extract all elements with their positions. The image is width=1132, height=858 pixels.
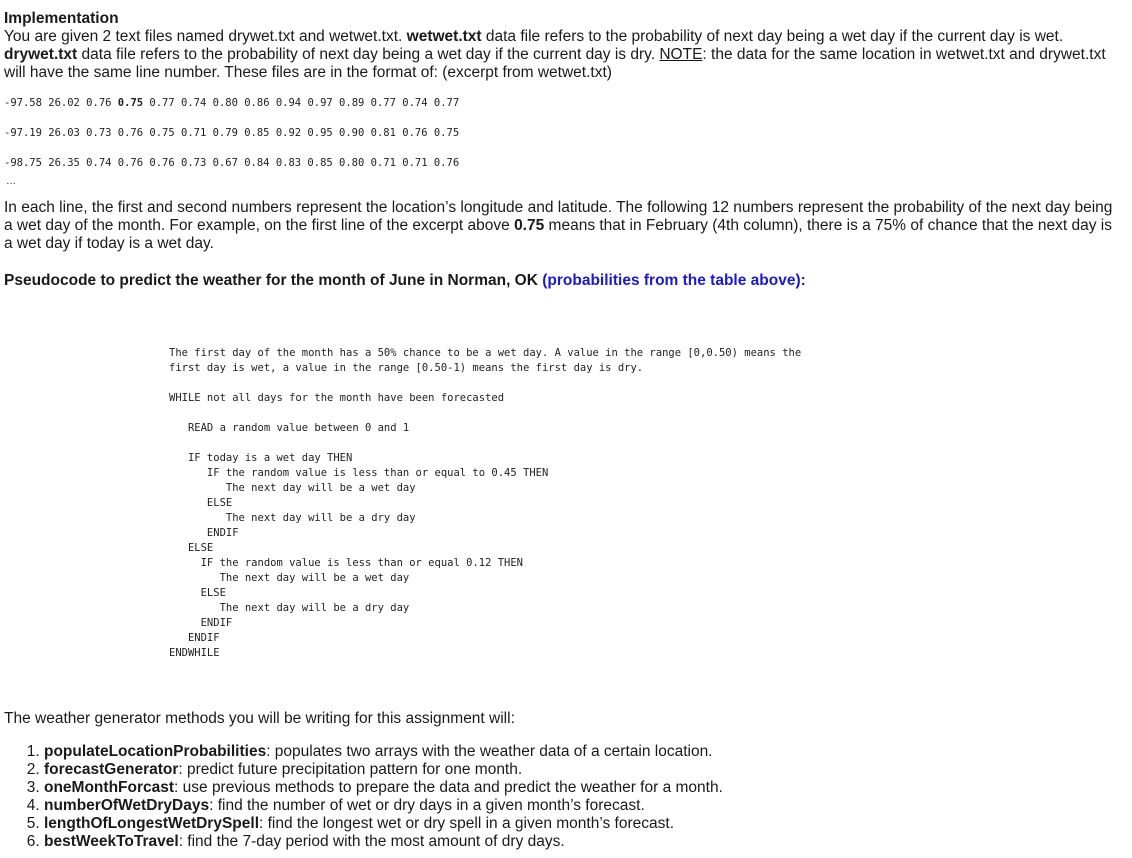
methods-intro: The weather generator methods you will be writing for this assignment will: [4, 710, 515, 727]
intro-text-2: data file refers to the probability of next day being a wet day if the current day is wet. [481, 28, 1064, 45]
method-name: bestWeekToTravel [44, 833, 179, 850]
methods-list [4, 743, 723, 851]
wetwet-filename: wetwet.txt [406, 28, 482, 45]
data-line-2: -97.19 26.03 0.73 0.76 0.75 0.71 0.79 0.85 0.92 0.95 0.90 0.81 0.76 0.75 [4, 127, 460, 139]
method-name: populateLocationProbabilities [44, 743, 267, 760]
method-desc: : populates two arrays with the weather data of a certain location. [266, 743, 713, 760]
method-name: forecastGenerator [44, 761, 179, 778]
method-desc: : predict future precipitation pattern for one month. [178, 761, 523, 778]
explanation-paragraph [4, 199, 1119, 253]
method-name: numberOfWetDryDays [44, 797, 210, 814]
method-name: oneMonthForcast [44, 779, 175, 796]
data-line-1-highlight: 0.75 [117, 97, 144, 109]
data-line-1 [4, 97, 459, 109]
intro-text-1: You are given 2 text files named drywet.txt and wetwet.txt. [4, 28, 407, 45]
pseudocode-heading-note: (probabilities from the table above): [542, 272, 806, 289]
example-value: 0.75 [514, 217, 545, 234]
data-line-1-start: -97.58 26.02 0.76 [4, 97, 118, 109]
explain-text-1: In each line, the first and second numbers represent the location’s longitude and latitude. The following 12 numbers represent the probability of the next day being a wet day of the month. For example, on the first line of the excerpt above [4, 199, 1113, 234]
intro-paragraph [4, 28, 1119, 82]
method-item [44, 833, 723, 851]
intro-text-4: : the data for the same location in wetwet.txt and drywet.txt will have the same line number. These files are in the format of: (excerpt from wetwet.txt) [4, 46, 1106, 81]
method-desc: : find the 7-day period with the most amount of dry days. [178, 833, 565, 850]
method-item [44, 743, 723, 761]
method-desc: : find the longest wet or dry spell in a given month’s forecast. [259, 815, 675, 832]
method-item [44, 779, 723, 797]
method-desc: : find the number of wet or dry days in a given month’s forecast. [209, 797, 645, 814]
data-line-1-end: 0.77 0.74 0.80 0.86 0.94 0.97 0.89 0.77 0.74 0.77 [143, 97, 460, 109]
drywet-filename: drywet.txt [4, 46, 78, 63]
method-item [44, 815, 723, 833]
data-line-3: -98.75 26.35 0.74 0.76 0.76 0.73 0.67 0.84 0.83 0.85 0.80 0.71 0.71 0.76 [4, 157, 460, 169]
method-desc: : use previous methods to prepare the data and predict the weather for a month. [174, 779, 723, 796]
method-item [44, 797, 723, 815]
method-item [44, 761, 723, 779]
data-ellipsis: … [6, 176, 15, 187]
method-name: lengthOfLongestWetDrySpell [44, 815, 260, 832]
section-heading: Implementation [4, 10, 119, 27]
note-label: NOTE [659, 46, 703, 63]
pseudocode-heading-main: Pseudocode to predict the weather for the month of June in Norman, OK [4, 272, 543, 289]
pseudocode-heading [4, 272, 806, 290]
explain-text-2: means that in February (4th column), there is a 75% of chance that the next day is a wet day if today is a wet day. [4, 217, 1113, 252]
pseudocode-block: The first day of the month has a 50% chance to be a wet day. A value in the range [0,0.50) means the first day is wet, a value in the range [0.50-1) means the first day is dry. WHILE not all days for the month have been forecasted READ a random value between 0 and 1 IF today is a wet day THEN IF the random value is less than or equal to 0.45 THEN The next day will be a wet day ELSE The next day will be a dry day ENDIF ELSE IF the random value is less than or equal 0.12 THEN The next day will be a wet day ELSE The next day will be a dry day ENDIF ENDIF ENDWHILE [169, 347, 802, 659]
intro-text-3: data file refers to the probability of next day being a wet day if the current day is dry. [77, 46, 660, 63]
